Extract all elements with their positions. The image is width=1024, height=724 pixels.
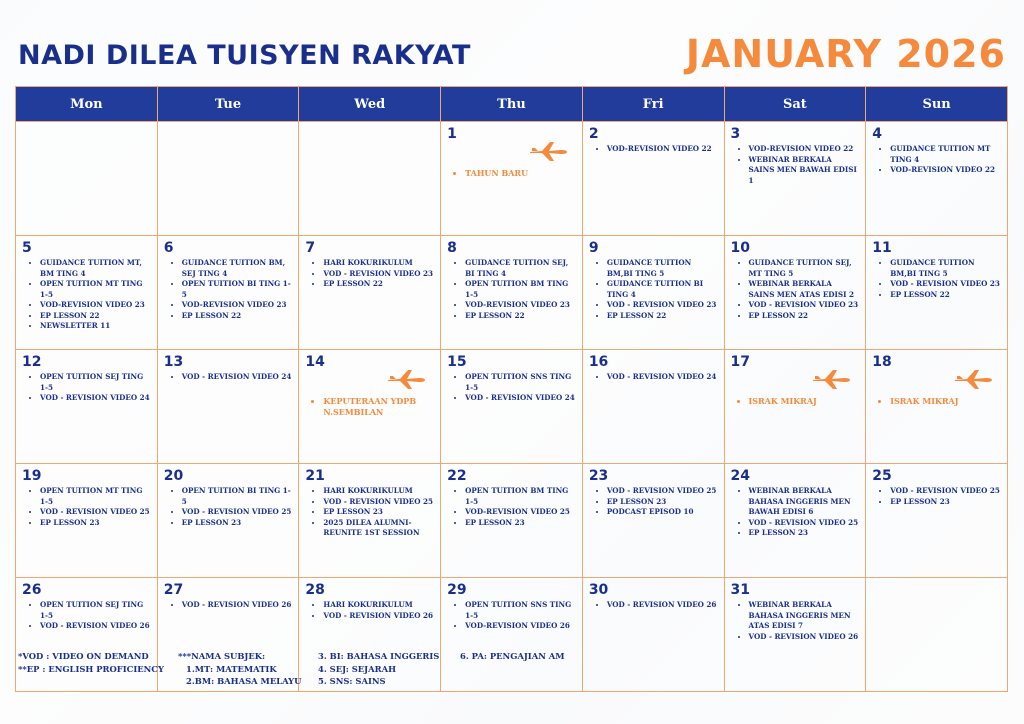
event-item: • GUIDANCE TUITION BM,BI TING 5 (607, 258, 718, 279)
event-item: • OPEN TUITION SEJ TING 1-5 (40, 372, 151, 393)
event-item: • OPEN TUITION BI TING 1-5 (182, 486, 293, 507)
month-title: JANUARY 2026 (685, 32, 1006, 76)
event-list (447, 600, 576, 632)
day-number: 5 (22, 240, 32, 256)
event-item: • OPEN TUITION BM TING 1-5 (465, 279, 576, 300)
holiday-list (447, 168, 576, 179)
weekday-mon: Mon (16, 87, 158, 122)
day-cell (299, 236, 441, 350)
event-item: • WEBINAR BERKALA BAHASA INGGERIS MEN BAWAH EDISI 6 (749, 486, 860, 518)
day-number: 7 (305, 240, 316, 256)
event-list (731, 258, 860, 321)
airplane-icon (386, 368, 426, 390)
event-list (872, 486, 1001, 507)
day-number: 27 (163, 582, 184, 598)
event-item: • EP LESSON 22 (465, 311, 576, 322)
day-number: 28 (305, 582, 325, 598)
week-row (16, 578, 1008, 692)
calendar-grid (15, 86, 1008, 692)
event-item: • VOD - REVISION VIDEO 25 (607, 486, 718, 497)
event-item: • VOD-REVISION VIDEO 23 (465, 300, 576, 311)
day-number: 25 (872, 468, 892, 484)
day-cell (441, 122, 583, 236)
event-list (22, 372, 151, 404)
legend-line: ***NAMA SUBJEK: (178, 651, 266, 661)
event-item: • EP LESSON 22 (182, 311, 293, 322)
event-item: • WEBINAR BERKALA SAINS MEN ATAS EDISI 2 (749, 279, 860, 300)
day-number: 12 (22, 354, 42, 370)
event-item: • HARI KOKURIKULUM (323, 600, 434, 611)
event-list (305, 486, 434, 539)
event-item: • VOD-REVISION VIDEO 22 (749, 144, 860, 155)
event-item: • VOD-REVISION VIDEO 26 (465, 621, 576, 632)
day-cell (157, 464, 299, 578)
day-number: 2 (588, 126, 599, 142)
event-item: • EP LESSON 22 (607, 311, 718, 322)
holiday-label: • ISRAK MIKRAJ (890, 396, 1001, 407)
event-item: • EP LESSON 23 (182, 518, 293, 529)
day-number: 3 (730, 126, 741, 142)
event-list (164, 372, 293, 383)
airplane-icon (528, 140, 568, 162)
event-item: • VOD - REVISION VIDEO 24 (40, 393, 151, 404)
weekday-fri: Fri (582, 87, 724, 122)
event-list (164, 600, 293, 611)
day-cell (582, 578, 724, 692)
event-item: • VOD - REVISION VIDEO 26 (182, 600, 293, 611)
day-cell (299, 350, 441, 464)
event-list (589, 144, 718, 155)
event-list (22, 258, 151, 332)
event-item: • EP LESSON 22 (323, 279, 434, 290)
day-number: 22 (447, 468, 467, 484)
day-cell (16, 350, 158, 464)
holiday-label: • TAHUN BARU (465, 168, 576, 179)
day-number: 6 (163, 240, 174, 256)
event-item: • OPEN TUITION MT TING 1-5 (40, 486, 151, 507)
day-number: 13 (163, 354, 184, 370)
event-list (589, 486, 718, 518)
event-list (22, 486, 151, 528)
day-cell (866, 122, 1008, 236)
event-list (305, 258, 434, 290)
event-item: • VOD-REVISION VIDEO 25 (465, 507, 576, 518)
day-cell (724, 464, 866, 578)
event-item: • EP LESSON 23 (890, 497, 1001, 508)
day-cell (724, 236, 866, 350)
event-list (589, 372, 718, 383)
event-item: • EP LESSON 22 (40, 311, 151, 322)
event-item: • VOD - REVISION VIDEO 25 (40, 507, 151, 518)
day-number: 11 (872, 240, 892, 256)
legend-line: 4. SEJ: SEJARAH (318, 663, 396, 674)
day-cell (582, 464, 724, 578)
empty-day-cell (157, 122, 299, 236)
day-number: 29 (447, 582, 467, 598)
event-item: • VOD-REVISION VIDEO 23 (182, 300, 293, 311)
event-item: • VOD - REVISION VIDEO 26 (607, 600, 718, 611)
event-item: • EP LESSON 23 (749, 528, 860, 539)
holiday-list (872, 396, 1001, 407)
day-number: 30 (588, 582, 609, 598)
event-list (731, 600, 860, 642)
legend-line: 6. PA: PENGAJIAN AM (460, 651, 565, 661)
week-row (16, 236, 1008, 350)
page-title: NADI DILEA TUISYEN RAKYAT (18, 40, 471, 71)
event-item: • VOD - REVISION VIDEO 25 (182, 507, 293, 518)
weekday-sun: Sun (866, 87, 1008, 122)
day-cell (582, 122, 724, 236)
day-cell (441, 578, 583, 692)
weekday-thu: Thu (441, 87, 583, 122)
day-cell (866, 236, 1008, 350)
legend-subjects-3 (460, 650, 565, 663)
empty-day-cell (866, 578, 1008, 692)
day-cell (441, 236, 583, 350)
weekday-sat: Sat (724, 87, 866, 122)
day-number: 1 (447, 126, 457, 142)
event-item: • OPEN TUITION SNS TING 1-5 (465, 600, 576, 621)
day-cell (441, 464, 583, 578)
event-item: • VOD - REVISION VIDEO 25 (890, 486, 1001, 497)
day-cell (724, 578, 866, 692)
day-cell (724, 122, 866, 236)
event-list (731, 486, 860, 539)
day-number: 4 (872, 126, 882, 142)
event-item: • VOD - REVISION VIDEO 26 (749, 632, 860, 643)
event-item: • OPEN TUITION BI TING 1-5 (182, 279, 293, 300)
event-item: • EP LESSON 22 (749, 311, 860, 322)
day-number: 10 (730, 240, 750, 256)
event-list (589, 258, 718, 321)
day-number: 20 (163, 468, 184, 484)
day-cell (724, 350, 866, 464)
day-cell (16, 236, 158, 350)
day-number: 14 (305, 354, 325, 370)
event-item: • EP LESSON 23 (465, 518, 576, 529)
day-number: 15 (447, 354, 467, 370)
event-list (164, 486, 293, 528)
event-item: • NEWSLETTER 11 (40, 321, 151, 332)
event-item: • GUIDANCE TUITION MT, BM TING 4 (40, 258, 151, 279)
empty-day-cell (16, 122, 158, 236)
event-item: • OPEN TUITION SEJ TING 1-5 (40, 600, 151, 621)
event-item: • VOD-REVISION VIDEO 22 (890, 165, 1001, 176)
event-item: • VOD - REVISION VIDEO 24 (182, 372, 293, 383)
event-item: • GUIDANCE TUITION SEJ, MT TING 5 (749, 258, 860, 279)
event-item: • VOD - REVISION VIDEO 26 (323, 611, 434, 622)
day-cell (157, 350, 299, 464)
event-item: • VOD-REVISION VIDEO 23 (40, 300, 151, 311)
day-number: 24 (730, 468, 750, 484)
event-item: • WEBINAR BERKALA BAHASA INGGERIS MEN ATAS EDISI 7 (749, 600, 860, 632)
empty-day-cell (299, 122, 441, 236)
day-number: 31 (730, 582, 750, 598)
event-item: • VOD - REVISION VIDEO 23 (749, 300, 860, 311)
legend-line: 3. BI: BAHASA INGGERIS (318, 651, 440, 661)
event-item: • 2025 DILEA ALUMNI-REUNITE 1ST SESSION (323, 518, 434, 539)
event-item: • VOD-REVISION VIDEO 22 (607, 144, 718, 155)
legend-line: *VOD : VIDEO ON DEMAND (18, 651, 149, 661)
event-item: • VOD - REVISION VIDEO 25 (749, 518, 860, 529)
event-item: • GUIDANCE TUITION BI TING 4 (607, 279, 718, 300)
event-item: • GUIDANCE TUITION BM,BI TING 5 (890, 258, 1001, 279)
legend-abbreviations (18, 650, 164, 675)
event-list (872, 258, 1001, 300)
day-number: 26 (22, 582, 42, 598)
calendar-body (16, 122, 1008, 692)
event-list (447, 372, 576, 404)
event-item: • VOD - REVISION VIDEO 25 (323, 497, 434, 508)
day-cell (582, 350, 724, 464)
event-item: • OPEN TUITION MT TING 1-5 (40, 279, 151, 300)
event-item: • OPEN TUITION SNS TING 1-5 (465, 372, 576, 393)
event-item: • GUIDANCE TUITION BM, SEJ TING 4 (182, 258, 293, 279)
day-cell (866, 464, 1008, 578)
week-row (16, 464, 1008, 578)
legend-line: 5. SNS: SAINS (318, 676, 386, 686)
legend-line: 1.MT: MATEMATIK (186, 663, 277, 674)
legend-line: **EP : ENGLISH PROFICIENCY (18, 663, 164, 674)
weekday-tue: Tue (157, 87, 299, 122)
weekday-header-row (16, 87, 1008, 122)
day-cell (16, 464, 158, 578)
event-list (589, 600, 718, 611)
event-list (164, 258, 293, 321)
day-cell (157, 236, 299, 350)
event-item: • OPEN TUITION BM TING 1-5 (465, 486, 576, 507)
day-number: 16 (588, 354, 609, 370)
day-cell (866, 350, 1008, 464)
event-item: • WEBINAR BERKALA SAINS MEN BAWAH EDISI 1 (749, 155, 860, 187)
day-cell (441, 350, 583, 464)
event-list (447, 486, 576, 528)
legend-subjects (178, 650, 301, 688)
day-number: 19 (22, 468, 42, 484)
event-item: • HARI KOKURIKULUM (323, 486, 434, 497)
holiday-label: • ISRAK MIKRAJ (749, 396, 860, 407)
airplane-icon (811, 368, 851, 390)
day-cell (582, 236, 724, 350)
day-number: 23 (588, 468, 609, 484)
event-item: • GUIDANCE TUITION MT TING 4 (890, 144, 1001, 165)
event-item: • VOD - REVISION VIDEO 26 (40, 621, 151, 632)
week-row (16, 350, 1008, 464)
airplane-icon (953, 368, 993, 390)
event-list (872, 144, 1001, 176)
weekday-wed: Wed (299, 87, 441, 122)
event-item: • EP LESSON 23 (40, 518, 151, 529)
day-number: 21 (305, 468, 325, 484)
day-number: 17 (730, 354, 750, 370)
event-item: • GUIDANCE TUITION SEJ, BI TING 4 (465, 258, 576, 279)
day-number: 8 (447, 240, 457, 256)
event-item: • HARI KOKURIKULUM (323, 258, 434, 269)
event-list (731, 144, 860, 186)
holiday-label: • KEPUTERAAN YDPB N.SEMBILAN (323, 396, 434, 417)
day-number: 9 (588, 240, 599, 256)
event-item: • VOD - REVISION VIDEO 24 (607, 372, 718, 383)
week-row (16, 122, 1008, 236)
event-list (447, 258, 576, 321)
event-item: • VOD - REVISION VIDEO 23 (323, 269, 434, 280)
event-item: • EP LESSON 23 (607, 497, 718, 508)
event-item: • PODCAST EPISOD 10 (607, 507, 718, 518)
event-item: • VOD - REVISION VIDEO 23 (607, 300, 718, 311)
event-list (305, 600, 434, 621)
event-item: • EP LESSON 22 (890, 290, 1001, 301)
event-list (22, 600, 151, 632)
legend-subjects-2 (318, 650, 439, 688)
event-item: • VOD - REVISION VIDEO 23 (890, 279, 1001, 290)
holiday-list (731, 396, 860, 407)
event-item: • VOD - REVISION VIDEO 24 (465, 393, 576, 404)
day-number: 18 (872, 354, 892, 370)
event-item: • EP LESSON 23 (323, 507, 434, 518)
legend-line: 2.BM: BAHASA MELAYU (186, 676, 302, 686)
day-cell (299, 464, 441, 578)
holiday-list (305, 396, 434, 417)
